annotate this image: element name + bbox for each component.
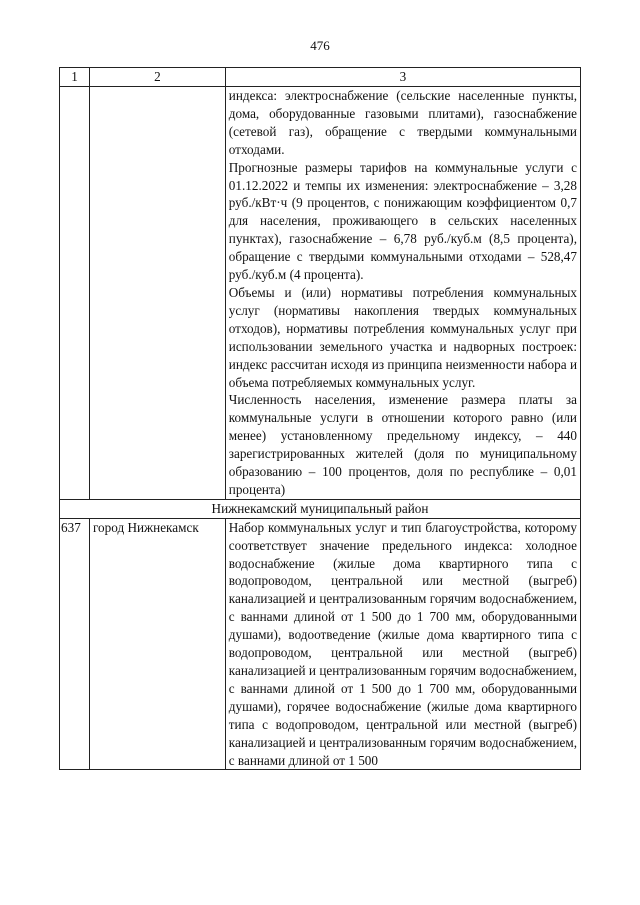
table-header-row — [60, 68, 581, 87]
column-header-3: 3 — [225, 68, 580, 87]
paragraph: индекса: электроснабжение (сельские населенные пункты, дома, оборудованные газовыми плитами), газоснабжение (сетевой газ), обращение с твердыми коммунальными отходами. — [228, 88, 577, 157]
tariff-table — [59, 67, 581, 770]
description-cell — [225, 87, 580, 500]
description-cell — [225, 518, 580, 770]
district-title: Нижнекамский муниципальный район — [60, 499, 581, 518]
district-row — [60, 499, 581, 518]
paragraph: Объемы и (или) нормативы потребления коммунальных услуг (нормативы накопления твердых коммунальных отходов), нормативы потребления коммунальных услуг при использовании земельного участка и надворных построек: индекс рассчитан исходя из принципа неизменности набора и объема потребляемых коммунальных услуг. — [228, 284, 577, 390]
paragraph: Прогнозные размеры тарифов на коммунальные услуги с 01.12.2022 и темпы их изменения: электроснабжение – 3,28 руб./кВт·ч (9 процентов, с понижающим коэффициентом 0,7 для населения, проживающего в сельских населенных пунктах), газоснабжение – 6,78 руб./куб.м (8,5 процента), обращение с твердыми коммунальными отходами – 528,47 руб./куб.м (4 процента). — [228, 159, 577, 283]
column-header-1: 1 — [60, 68, 90, 87]
row-number-cell: 637 — [60, 518, 90, 770]
page-number: 476 — [310, 38, 330, 53]
paragraph: Численность населения, изменение размера платы за коммунальные услуги в отношении которого равно (или менее) установленному предельному индексу, – 440 зарегистрированных жителей (доля по муниципальному образованию – 100 процентов, доля по республике – 0,01 процента) — [228, 392, 577, 497]
table-row — [60, 518, 581, 770]
municipality-cell — [89, 87, 225, 500]
paragraph: Набор коммунальных услуг и тип благоустройства, которому соответствует значение предельного индекса: холодное водоснабжение (жилые дома квартирного типа с водопроводом, центральной или местной (выгреб) канализацией и централизованным горячим водоснабжением, с ваннами длиной от 1 500 до 1 700 мм, оборудованными душами), водоотведение (жилые дома квартирного типа с водопроводом, центральной или местной (выгреб) канализацией и централизованным горячим водоснабжением, с ваннами длиной от 1 500 до 1 700 мм, оборудованными душами), горячее водоснабжение (жилые дома квартирного типа с водопроводом, центральной или местной (выгреб) канализацией и централизованным горячим водоснабжением, с ваннами длиной от 1 500 — [228, 519, 577, 768]
table-row — [60, 87, 581, 500]
row-number-cell — [60, 87, 90, 500]
municipality-cell: город Нижнекамск — [89, 518, 225, 770]
column-header-2: 2 — [89, 68, 225, 87]
